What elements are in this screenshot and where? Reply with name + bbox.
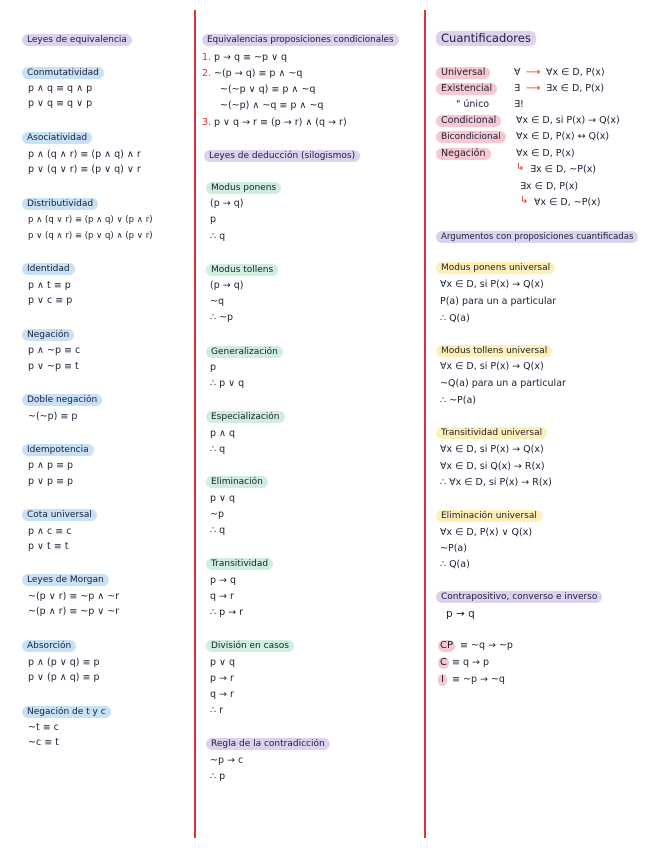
arg-line: ∀x ∈ D, si P(x) → Q(x) — [440, 279, 544, 290]
section-heading: Idempotencia — [22, 444, 94, 456]
rule-line: ∴ q — [210, 525, 226, 536]
section-heading: Doble negación — [22, 394, 102, 406]
arg-line: ∴ ~P(a) — [440, 395, 476, 406]
rule-heading: Modus tollens — [206, 264, 278, 276]
curved-arrow-icon: ↳ — [520, 195, 529, 206]
arrow-icon: ⟶ — [526, 67, 541, 78]
quant-def: ∃x ∈ D, P(x) — [546, 83, 605, 94]
arg-line: ∀x ∈ D, si Q(x) → R(x) — [440, 461, 545, 472]
rule-heading: División en casos — [206, 640, 294, 652]
rule-line: p → q — [210, 575, 237, 586]
arg-line: ∴ Q(a) — [440, 559, 470, 570]
section-heading: Asociatividad — [22, 132, 92, 144]
column-conditional-and-deduction — [202, 0, 420, 848]
arg-line: P(a) para un a particular — [440, 296, 557, 307]
law-line: p ∨ (q ∨ r) ≡ (p ∨ q) ∨ r — [28, 164, 141, 175]
section-heading: Negación de t y c — [22, 706, 111, 718]
law-line: ~(p ∨ r) ≡ ~p ∧ ~r — [28, 591, 120, 602]
section-heading: Distributividad — [22, 198, 98, 210]
rule-line: (p → q) — [210, 280, 244, 291]
arg-heading: Modus ponens universal — [436, 262, 555, 274]
negation-label: Negación — [436, 148, 491, 160]
quant-label: " único — [456, 99, 490, 110]
rule-heading: Regla de la contradicción — [206, 738, 330, 750]
rule-line: p ∨ q — [210, 493, 236, 504]
rule-line: ∴ q — [210, 231, 226, 242]
law-line: p ∧ (q ∧ r) ≡ (p ∧ q) ∧ r — [28, 149, 141, 160]
rule-line: ∴ ~p — [210, 312, 234, 323]
contra-line: ≡ ~q → ~p — [460, 640, 513, 651]
biconditional-label: Bicondicional — [436, 131, 506, 143]
quant-label: Universal — [436, 67, 490, 79]
rule-line: ∴ r — [210, 705, 223, 716]
arg-line: ∀x ∈ D, si P(x) → Q(x) — [440, 444, 544, 455]
law-line: ~(~p) ≡ p — [28, 411, 78, 422]
rule-line: q → r — [210, 591, 234, 602]
arg-line: ~P(a) — [440, 543, 467, 554]
rule-line: ~p — [210, 509, 224, 520]
section-heading: Leyes de Morgan — [22, 574, 109, 586]
equivalence-title: Leyes de equivalencia — [22, 34, 132, 46]
contra-line: ≡ ~p → ~q — [452, 674, 505, 685]
rule-line: ∴ q — [210, 444, 226, 455]
cond-line: p → q ≡ ~p ∨ q — [214, 52, 288, 63]
law-line: p ∧ (q ∨ r) ≡ (p ∧ q) ∨ (p ∧ r) — [28, 215, 153, 225]
section-heading: Identidad — [22, 263, 75, 275]
quant-symbol: ∃ — [514, 83, 521, 94]
contra-letter: C — [440, 657, 447, 668]
biconditional-text: ∀x ∈ D, P(x) ↔ Q(x) — [516, 131, 610, 142]
section-heading: Cota universal — [22, 509, 97, 521]
law-line: p ∨ (q ∧ r) ≡ (p ∨ q) ∧ (p ∨ r) — [28, 231, 153, 241]
rule-heading: Eliminación — [206, 476, 268, 488]
law-line: p ∧ p ≡ p — [28, 460, 74, 471]
arg-heading: Transitividad universal — [436, 427, 547, 439]
curved-arrow-icon: ↳ — [516, 162, 525, 173]
deduction-title: Leyes de deducción (silogismos) — [204, 150, 360, 162]
cond-line: p ∨ q → r ≡ (p → r) ∧ (q → r) — [214, 117, 347, 128]
arg-line: ∴ Q(a) — [440, 313, 470, 324]
law-line: ~(p ∧ r) ≡ ~p ∨ ~r — [28, 606, 120, 617]
arguments-title: Argumentos con proposiciones cuantificadas — [436, 231, 638, 243]
arg-line: ∀x ∈ D, P(x) ∨ Q(x) — [440, 527, 533, 538]
contra-line: ≡ q → p — [452, 657, 490, 668]
column-quantifiers — [434, 0, 656, 848]
conditional-label: Condicional — [436, 115, 501, 127]
law-line: p ∧ t ≡ p — [28, 280, 71, 291]
rule-heading: Modus ponens — [206, 182, 281, 194]
section-heading: Conmutatividad — [22, 67, 104, 79]
law-line: p ∧ q ≡ q ∧ p — [28, 83, 93, 94]
rule-line: p ∨ q — [210, 657, 236, 668]
divider-left — [194, 10, 196, 838]
arg-line: ~Q(a) para un a particular — [440, 378, 566, 389]
rule-line: ~q — [210, 296, 224, 307]
negation-line: ∀x ∈ D, ~P(x) — [534, 197, 601, 208]
law-line: p ∨ (p ∧ q) ≡ p — [28, 672, 100, 683]
law-line: p ∧ ~p ≡ c — [28, 345, 81, 356]
rule-heading: Especialización — [206, 411, 285, 423]
column-equivalence-laws — [22, 0, 190, 848]
rule-line: (p → q) — [210, 198, 244, 209]
contra-title: Contrapositivo, converso e inverso — [436, 591, 602, 603]
contra-base: p → q — [446, 608, 475, 620]
contra-letter: I — [438, 674, 447, 686]
rule-line: ∴ p ∨ q — [210, 378, 245, 389]
cond-line: ~(p → q) ≡ p ∧ ~q — [214, 68, 303, 79]
negation-line: ∃x ∈ D, P(x) — [520, 181, 579, 192]
quant-symbol: ∀ — [514, 67, 521, 78]
rule-line: ∴ p — [210, 771, 226, 782]
cond-line: ~(~p ∨ q) ≡ p ∧ ~q — [220, 84, 316, 95]
arrow-icon: ⟶ — [526, 83, 541, 94]
rule-line: ~p → c — [210, 755, 244, 766]
section-heading: Absorción — [22, 640, 76, 652]
arg-line: ∴ ∀x ∈ D, si P(x) → R(x) — [440, 477, 552, 488]
rule-line: p ∧ q — [210, 428, 236, 439]
quant-symbol: ∃! — [514, 99, 524, 110]
rule-line: p → r — [210, 673, 234, 684]
law-line: p ∨ t ≡ t — [28, 541, 69, 552]
law-line: p ∧ (p ∨ q) ≡ p — [28, 657, 100, 668]
rule-line: ∴ p → r — [210, 607, 243, 618]
arg-heading: Modus tollens universal — [436, 345, 552, 357]
law-line: p ∨ c ≡ p — [28, 295, 73, 306]
conditional-text: ∀x ∈ D, si P(x) → Q(x) — [516, 115, 620, 126]
quantifiers-title: Cuantificadores — [436, 31, 536, 46]
law-line: p ∨ ~p ≡ t — [28, 361, 79, 372]
negation-line: ∀x ∈ D, P(x) — [516, 148, 575, 159]
rule-line: p — [210, 214, 217, 225]
conditional-title: Equivalencias proposiciones condicionales — [202, 34, 399, 46]
rule-line: p — [210, 362, 217, 373]
quant-def: ∀x ∈ D, P(x) — [546, 67, 605, 78]
cond-number: 1. — [202, 52, 212, 63]
law-line: ~t ≡ c — [28, 722, 59, 733]
arg-line: ∀x ∈ D, si P(x) → Q(x) — [440, 361, 544, 372]
rule-heading: Generalización — [206, 346, 283, 358]
quant-label: Existencial — [436, 83, 497, 95]
cond-number: 3. — [202, 117, 212, 128]
cond-number: 2. — [202, 68, 212, 79]
law-line: p ∨ q ≡ q ∨ p — [28, 98, 93, 109]
negation-line: ∃x ∈ D, ~P(x) — [530, 164, 597, 175]
rule-line: q → r — [210, 689, 234, 700]
law-line: p ∨ p ≡ p — [28, 476, 74, 487]
divider-right — [424, 10, 426, 838]
arg-heading: Eliminación universal — [436, 510, 542, 522]
cond-line: ~(~p) ∧ ~q ≡ p ∧ ~q — [220, 100, 324, 111]
section-heading: Negación — [22, 329, 74, 341]
law-line: ~c ≡ t — [28, 737, 59, 748]
rule-heading: Transitividad — [206, 558, 273, 570]
law-line: p ∧ c ≡ c — [28, 526, 72, 537]
contra-letter: CP — [440, 640, 454, 651]
